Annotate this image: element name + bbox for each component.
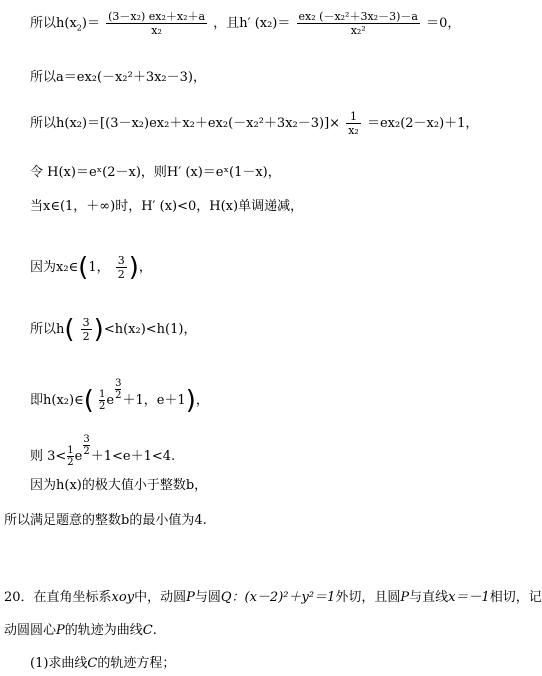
- question-20: [4, 590, 542, 606]
- fraction: [297, 10, 420, 37]
- text: ＝0，: [426, 16, 461, 31]
- equation: ：(x－2)²＋y²＝1: [231, 590, 336, 605]
- line-11: 所以满足题意的整数b的最小值为4.: [4, 513, 207, 528]
- numerator: 1: [67, 445, 74, 456]
- text: 与直线: [409, 590, 449, 605]
- left-paren: (: [83, 385, 94, 416]
- line-6: [30, 254, 152, 281]
- text: 因为x₂∈: [30, 260, 79, 275]
- left-paren: (: [64, 314, 75, 345]
- fraction: [116, 254, 127, 281]
- text: ＋1<e＋1<4.: [90, 449, 176, 464]
- right-paren: ): [185, 385, 196, 416]
- denominator: 2: [115, 390, 122, 401]
- text: 所以h(x: [30, 16, 77, 31]
- left-paren: (: [78, 252, 89, 283]
- e-symbol: e: [106, 393, 115, 408]
- text: (1)求曲线: [30, 656, 88, 671]
- text: 动圆圆心: [4, 623, 57, 638]
- denominator: x₂²: [350, 24, 366, 37]
- text: 20．在直角坐标系: [4, 590, 112, 605]
- right-paren: ): [128, 252, 139, 283]
- line-7: [30, 316, 196, 343]
- denominator: 2: [67, 457, 74, 468]
- text: 相切，记: [489, 590, 542, 605]
- equation: x＝－1: [448, 590, 490, 605]
- numerator: 3: [82, 316, 90, 329]
- line-5: 当x∈(1，＋∞)时，H′ (x)<0，H(x)单调递减，: [30, 199, 304, 214]
- text: ＋1，e＋1: [122, 393, 186, 408]
- text: ，且h′ (x₂)＝: [213, 16, 291, 31]
- right-paren: ): [93, 314, 104, 345]
- var: C: [142, 623, 153, 638]
- exponent-fraction: [115, 378, 121, 401]
- text: 中，动圆: [134, 590, 187, 605]
- numerator: 3: [83, 434, 90, 445]
- denominator: x₂: [151, 24, 162, 37]
- text: 即h(x₂)∈: [30, 393, 84, 408]
- numerator: 1: [346, 110, 361, 124]
- fraction: [67, 445, 73, 468]
- text: ，: [138, 260, 152, 275]
- var: P: [56, 623, 65, 638]
- text: 与圆: [194, 590, 221, 605]
- line-1: 所以$h(x_2)=$ $\frac{\text{(3－x₂) ex₂＋x₂＋a}}{\text{x₂}}$ ，且h′ (x₂)＝ $\frac{\text{ex₂ (－x₂²＋3x₂－3)－a}}{\text{x₂²}}$ ＝0，: [30, 10, 461, 37]
- var: Q: [220, 590, 232, 605]
- var: C: [87, 656, 98, 671]
- text: 的轨迹方程；: [97, 656, 176, 671]
- question-20-part-1: [30, 656, 175, 672]
- text: 1，: [88, 260, 110, 275]
- text: ，: [195, 393, 209, 408]
- fraction: [99, 389, 105, 412]
- text: 所以h: [30, 322, 65, 337]
- numerator: ex₂ (－x₂²＋3x₂－3)－a: [298, 10, 418, 23]
- denominator: x₂: [348, 124, 359, 137]
- denominator: 2: [117, 268, 125, 281]
- line-10: 因为h(x)的极大值小于整数b，: [30, 478, 208, 493]
- line-3: [30, 110, 478, 137]
- numerator: 3: [115, 378, 122, 389]
- text: .: [152, 623, 157, 638]
- line-8: [30, 378, 209, 416]
- line-9: [30, 434, 175, 468]
- line-2: 所以a＝ex₂(－x₂²＋3x₂－3)，: [30, 70, 206, 85]
- text: )＝: [81, 16, 100, 31]
- numerator: 1: [98, 389, 106, 400]
- e-symbol: e: [74, 449, 83, 464]
- line-4: 令 H(x)＝eˣ(2－x)，则H′ (x)＝eˣ(1－x)，: [30, 165, 281, 180]
- var: P: [400, 590, 410, 605]
- fraction: [346, 110, 361, 137]
- denominator: 2: [98, 401, 106, 412]
- var: xoy: [111, 590, 135, 605]
- exponent-fraction: [83, 434, 89, 457]
- text: <h(x₂)<h(1)，: [103, 322, 197, 337]
- text: 的轨迹为曲线: [64, 623, 143, 638]
- text: 则 3<: [30, 449, 67, 464]
- fraction: [106, 10, 207, 37]
- text: 所以h(x₂)＝[(3－x₂)ex₂＋x₂＋ex₂(－x₂²＋3x₂－3)]×: [30, 116, 341, 131]
- fraction: [81, 316, 92, 343]
- question-20-line-2: [4, 623, 157, 639]
- text: ＝ex₂(2－x₂)＋1，: [366, 116, 479, 131]
- text: 外切，且圆: [335, 590, 401, 605]
- numerator: 3: [117, 254, 125, 267]
- denominator: 2: [82, 330, 90, 343]
- var: P: [186, 590, 195, 605]
- numerator: (3－x₂) ex₂＋x₂＋a: [108, 10, 206, 23]
- denominator: 2: [83, 446, 90, 457]
